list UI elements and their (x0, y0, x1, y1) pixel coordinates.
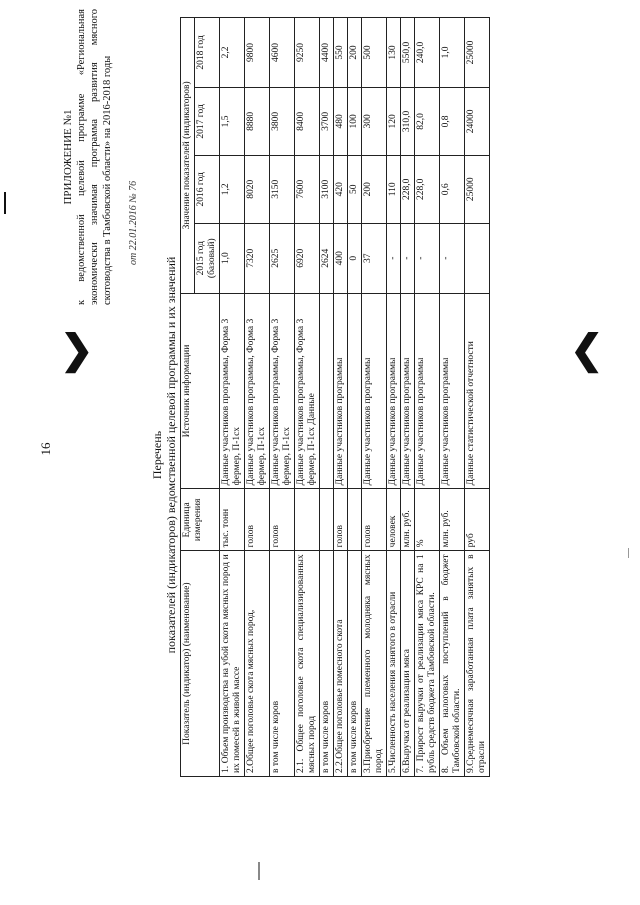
cell-y2016: 7600 (295, 155, 320, 223)
cell-y2017: 8400 (295, 87, 320, 155)
cell-source: Данные участников программы (387, 293, 401, 489)
cell-indicator: 2.1. Общее поголовье скота специализированных мясных пород (295, 551, 320, 777)
cell-y2015: 0 (348, 223, 362, 293)
cell-y2017: 100 (348, 87, 362, 155)
cell-y2016: 50 (348, 155, 362, 223)
cell-y2018: 200 (348, 18, 362, 88)
cell-y2015 (465, 223, 490, 293)
cell-y2016: 200 (362, 155, 387, 223)
cell-source: Данные участников программы (334, 293, 348, 489)
table-row (320, 18, 334, 777)
appendix-header (62, 9, 114, 305)
cell-y2017: 1,5 (220, 87, 245, 155)
header-values-group: Значение показателей (индикаторов) (181, 18, 195, 294)
cell-y2018: 9800 (245, 18, 270, 88)
table-row (440, 18, 465, 777)
cell-source: Данные участников программы, Форма 3 фермер, П-1сх (245, 293, 270, 489)
cell-y2017: 24000 (465, 87, 490, 155)
cell-y2016: 0,6 (440, 155, 465, 223)
cell-source: Данные участников программы (401, 293, 415, 489)
cell-indicator: в том числе коров (320, 551, 334, 777)
cell-source: Данные участников программы (440, 293, 465, 489)
binder-hole-mark: ❮ (570, 327, 604, 372)
cell-indicator: в том числе коров (270, 551, 295, 777)
cell-y2018: 550 (334, 18, 348, 88)
cell-indicator: в том числе коров (348, 551, 362, 777)
cell-y2018: 550,0 (401, 18, 415, 88)
cell-unit: голов (270, 489, 295, 551)
indicators-table (180, 17, 490, 777)
table-row (220, 18, 245, 777)
header-unit: Единица измерения (181, 489, 220, 551)
cell-unit: млн. руб. (440, 489, 465, 551)
binder-hole-mark: ❯ (60, 327, 94, 372)
appendix-text: к ведомственной целевой программе «Региональная экономически значимая программа развития мясного скотоводства в Тамбовской области» на 2016-2018 годы (76, 9, 113, 305)
cell-y2016: 3150 (270, 155, 295, 223)
table-row (362, 18, 387, 777)
cell-indicator: 6.Выручка от реализации мяса (401, 551, 415, 777)
cell-y2017: 300 (362, 87, 387, 155)
cell-y2017: 120 (387, 87, 401, 155)
cell-y2018: 2,2 (220, 18, 245, 88)
title-line-1: Перечень (150, 430, 164, 480)
table-row (334, 18, 348, 777)
table-row (401, 18, 415, 777)
cell-unit: млн. руб. (401, 489, 415, 551)
cell-source: Данные участников программы (415, 293, 440, 489)
cell-unit: тыс. тонн (220, 489, 245, 551)
cell-unit (295, 489, 320, 551)
cell-indicator: 2.2.Общее поголовье помесного скота (334, 551, 348, 777)
cell-unit: человек (387, 489, 401, 551)
cell-y2017: 310,0 (401, 87, 415, 155)
header-indicator: Показатель (индикатор) (наименование) (181, 551, 220, 777)
cell-unit: руб (465, 489, 490, 551)
table-row (270, 18, 295, 777)
cell-y2015: 2625 (270, 223, 295, 293)
cell-y2018: 130 (387, 18, 401, 88)
cell-y2015: 7320 (245, 223, 270, 293)
cell-indicator: 1. Объем производства на убой скота мясных пород и их помесей в живой массе (220, 551, 245, 777)
cell-y2017: 3800 (270, 87, 295, 155)
cell-y2015: 1,0 (220, 223, 245, 293)
cell-y2016: 228,0 (401, 155, 415, 223)
cell-y2017: 82,0 (415, 87, 440, 155)
header-source: Источник информации (181, 293, 220, 489)
cell-indicator: 7. Прирост выручки от реализации мяса КРС на 1 рубль средств бюджета Тамбовской области. (415, 551, 440, 777)
cell-indicator: 8. Объем налоговых поступлений в бюджет Тамбовской области. (440, 551, 465, 777)
cell-y2015: - (440, 223, 465, 293)
table-row (415, 18, 440, 777)
header-year-2015: 2015 год (базовый) (195, 223, 220, 293)
cell-y2015: - (401, 223, 415, 293)
cell-source (348, 293, 362, 489)
cell-unit (348, 489, 362, 551)
cell-y2018: 25000 (465, 18, 490, 88)
cell-y2016: 1,2 (220, 155, 245, 223)
table-row (387, 18, 401, 777)
appendix-title: ПРИЛОЖЕНИЕ №1 (62, 109, 74, 205)
cell-indicator: 3.Приобретение племенного молодняка мясных пород (362, 551, 387, 777)
cell-y2018: 500 (362, 18, 387, 88)
cell-y2018: 240,0 (415, 18, 440, 88)
cell-y2018: 4600 (270, 18, 295, 88)
cell-y2016: 3100 (320, 155, 334, 223)
cell-y2016: 228,0 (415, 155, 440, 223)
table-row (295, 18, 320, 777)
cell-y2015: 2624 (320, 223, 334, 293)
title-line-2: показателей (индикаторов) ведомственной целевой программы и их значений (164, 256, 178, 654)
handwritten-annotation: от 22.01.2016 № 76 (128, 180, 139, 265)
page-number: 16 (38, 442, 53, 456)
cell-y2017: 480 (334, 87, 348, 155)
cell-y2015: 400 (334, 223, 348, 293)
cell-unit: голов (334, 489, 348, 551)
cell-unit: голов (362, 489, 387, 551)
cell-y2015: - (415, 223, 440, 293)
cell-y2018: 1,0 (440, 18, 465, 88)
cell-y2015: - (387, 223, 401, 293)
cell-y2016: 420 (334, 155, 348, 223)
header-year-2016: 2016 год (195, 155, 220, 223)
header-year-2018: 2018 год (195, 18, 220, 88)
cell-y2015: 37 (362, 223, 387, 293)
cell-y2016: 25000 (465, 155, 490, 223)
cell-source: Данные участников программы (362, 293, 387, 489)
cell-y2018: 9250 (295, 18, 320, 88)
cell-y2016: 8020 (245, 155, 270, 223)
table-row (465, 18, 490, 777)
cell-unit: % (415, 489, 440, 551)
table-row (348, 18, 362, 777)
cell-source: Данные статистической отчетности (465, 293, 490, 489)
cell-y2018: 4400 (320, 18, 334, 88)
cell-source: Данные участников программы, Форма 3 фермер, П-1сх (220, 293, 245, 489)
document-title (150, 125, 178, 785)
cell-y2015: 6920 (295, 223, 320, 293)
cell-indicator: 5.Численность населения занятого в отрасли (387, 551, 401, 777)
cell-indicator: 2.Общее поголовье скота мясных пород, (245, 551, 270, 777)
table-body (220, 18, 490, 777)
header-year-2017: 2017 год (195, 87, 220, 155)
cell-source: Данные участников программы, Форма 3 фермер, П-1сх (270, 293, 295, 489)
cell-y2016: 110 (387, 155, 401, 223)
cell-unit (320, 489, 334, 551)
cell-indicator: 9.Среднемесячная заработанная плата занятых в отрасли (465, 551, 490, 777)
cell-y2017: 8880 (245, 87, 270, 155)
cell-y2017: 0,8 (440, 87, 465, 155)
cell-source (320, 293, 334, 489)
table-row (245, 18, 270, 777)
cell-unit: голов (245, 489, 270, 551)
cell-source: Данные участников программы, Форма 3 фермер, П-1сх Данные (295, 293, 320, 489)
cell-y2017: 3700 (320, 87, 334, 155)
